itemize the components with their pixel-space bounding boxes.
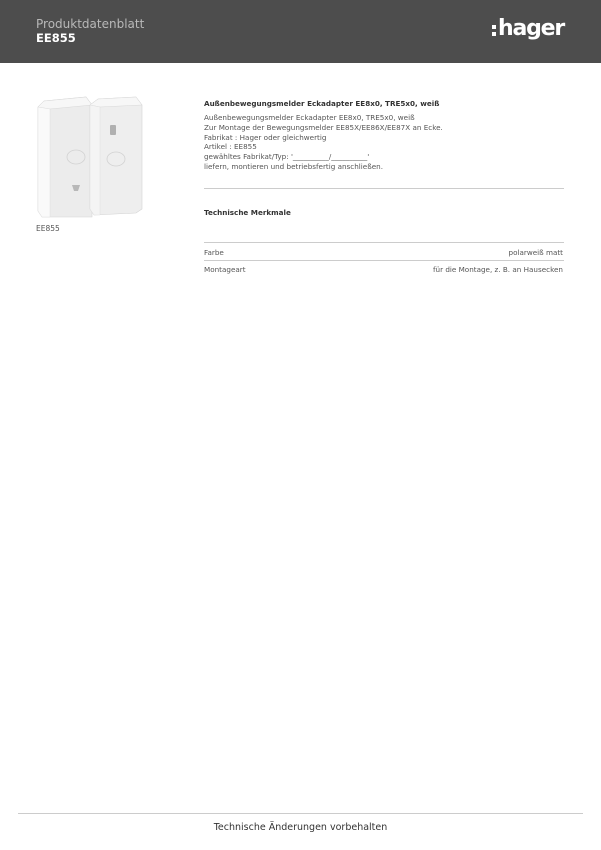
- logo-text: hager: [498, 16, 565, 41]
- description-line: gewähltes Fabrikat/Typ: '__________/__________': [204, 152, 370, 162]
- description-line: Fabrikat : Hager oder gleichwertig: [204, 132, 327, 142]
- specs-section-title: Technische Merkmale: [204, 208, 291, 217]
- description-line: Zur Montage der Bewegungsmelder EE85X/EE86X/EE87X an Ecke.: [204, 122, 443, 132]
- spec-divider: [204, 260, 564, 261]
- spec-value: polarweiß matt: [508, 248, 563, 257]
- logo-colon-icon: [492, 24, 496, 38]
- header-bar: [0, 0, 601, 63]
- spec-divider: [204, 242, 564, 243]
- section-divider: [204, 188, 564, 189]
- description-line: Artikel : EE855: [204, 142, 257, 152]
- product-title: Außenbewegungsmelder Eckadapter EE8x0, TRE5x0, weiß: [204, 99, 440, 108]
- spec-label: Montageart: [204, 265, 246, 274]
- product-code: EE855: [36, 31, 76, 45]
- image-caption: EE855: [36, 224, 60, 233]
- footer-note: Technische Änderungen vorbehalten: [213, 822, 388, 833]
- product-description: [204, 113, 443, 172]
- document-type: Produktdatenblatt: [36, 17, 145, 31]
- hager-logo: [492, 14, 564, 44]
- description-line: Außenbewegungsmelder Eckadapter EE8x0, TRE5x0, weiß: [204, 113, 415, 122]
- description-line: liefern, montieren und betriebsfertig anschließen.: [204, 161, 383, 171]
- spec-label: Farbe: [204, 248, 224, 257]
- spec-value: für die Montage, z. B. an Hausecken: [433, 265, 563, 274]
- product-image: [36, 95, 144, 220]
- footer-divider: [18, 813, 583, 814]
